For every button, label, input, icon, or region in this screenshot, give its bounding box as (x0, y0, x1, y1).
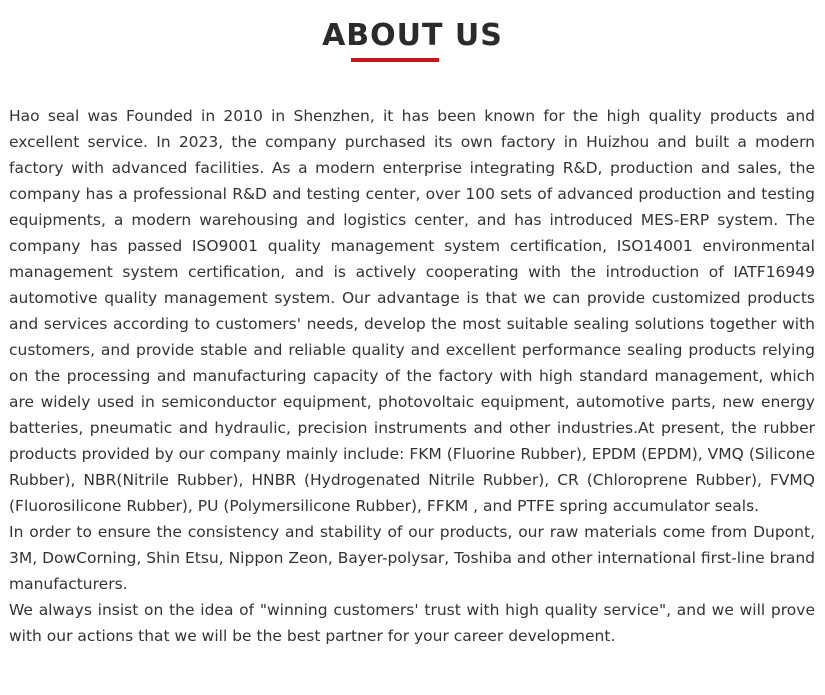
section-heading: ABOUT US (322, 18, 503, 53)
paragraph-company-overview: Hao seal was Founded in 2010 in Shenzhen, it has been known for the high quality products and excellent service. In 2023, the company purchased its own factory in Huizhou and built a modern factory with advanced facilities. As a modern enterprise integrating R&D, production and sales, the company has a professional R&D and testing center, over 100 sets of advanced production and testing equipments, a modern warehousing and logistics center, and has introduced MES-ERP system. The company has passed ISO9001 quality management system certification, ISO14001 environmental management system certification, and is actively cooperating with the introduction of IATF16949 automotive quality management system. Our advantage is that we can provide customized products and services according to customers' needs, develop the most suitable sealing solutions together with customers, and provide stable and reliable quality and excellent performance sealing products relying on the processing and manufacturing capacity of the factory with high standard management, which are widely used in semiconductor equipment, photovoltaic equipment, automotive parts, new energy batteries, pneumatic and hydraulic, precision instruments and other industries.At present, the rubber products provided by our company mainly include: FKM (Fluorine Rubber), EPDM (EPDM), VMQ (Silicone Rubber), NBR(Nitrile Rubber), HNBR (Hydrogenated Nitrile Rubber), CR (Chloroprene Rubber), FVMQ (Fluorosilicone Rubber), PU (Polymersilicone Rubber), FFKM , and PTFE spring accumulator seals. (9, 107, 815, 515)
paragraph-commitment: We always insist on the idea of "winning customers' trust with high quality service", and we will prove with our actions that we will be the best partner for your career development. (9, 601, 815, 645)
about-content (9, 103, 815, 649)
paragraph-raw-materials: In order to ensure the consistency and stability of our products, our raw materials come from Dupont, 3M, DowCorning, Shin Etsu, Nippon Zeon, Bayer-polysar, Toshiba and other international first-line brand manufacturers. (9, 523, 815, 593)
heading-container (0, 18, 825, 54)
heading-underline-divider (351, 58, 439, 62)
